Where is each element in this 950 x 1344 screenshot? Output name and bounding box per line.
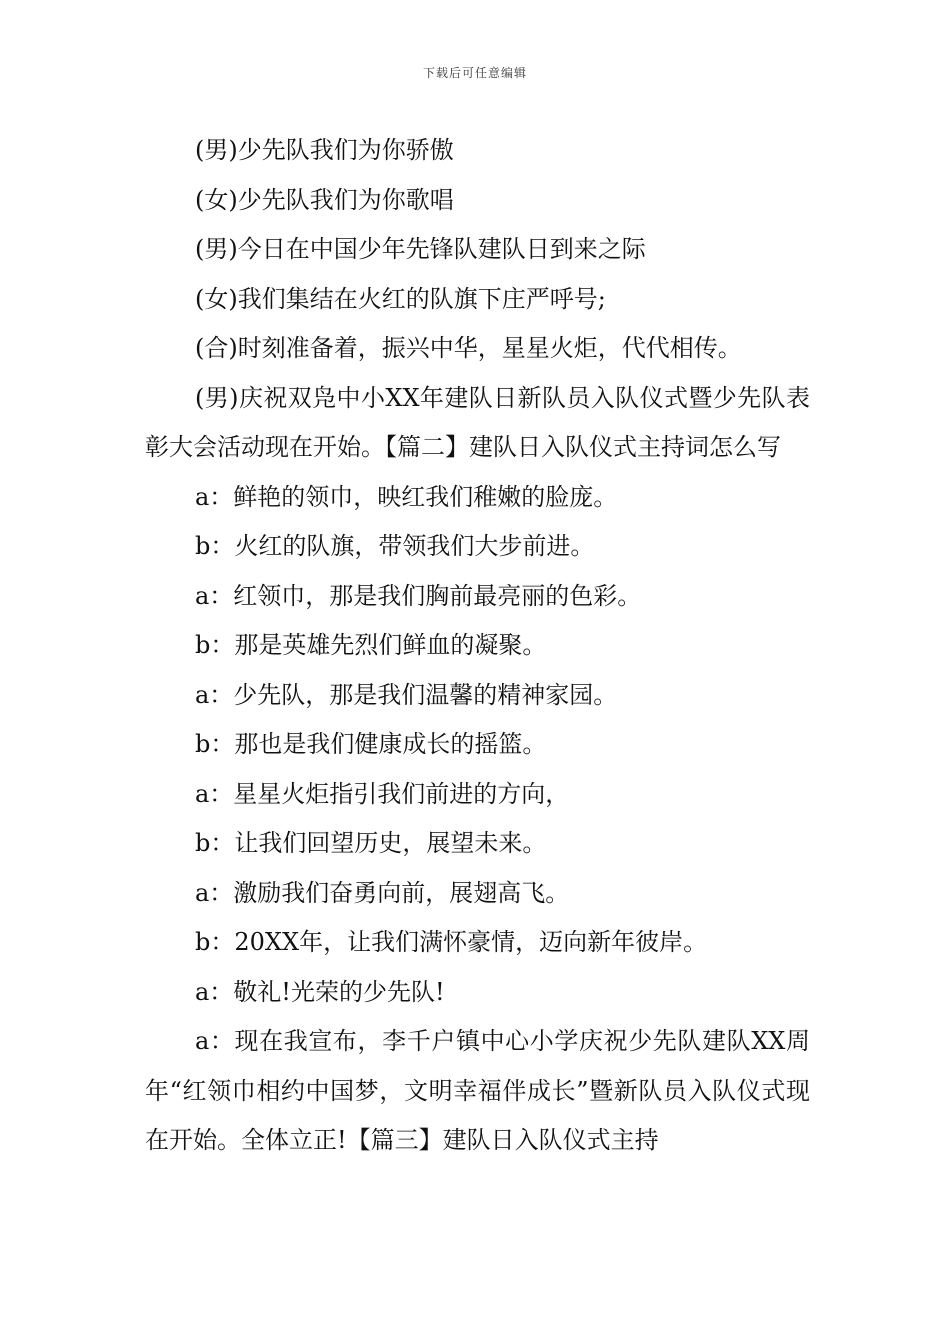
paragraph: b：让我们回望历史，展望未来。	[195, 829, 547, 857]
paragraph: a：红领巾，那是我们胸前最亮丽的色彩。	[195, 581, 642, 610]
paragraph: a：激励我们奋勇向前，展翅高飞。	[195, 878, 570, 907]
paragraph: (男)今日在中国少年先锋队建队日到来之际	[195, 235, 646, 263]
paragraph: (男)庆祝双凫中小XX年建队日新队员入队仪式暨少先队表彰大会活动现在开始。【篇二】建队日入队仪式主持词怎么写	[145, 383, 810, 461]
paragraph: (女)我们集结在火红的队旗下庄严呼号;	[195, 284, 606, 313]
paragraph: (男)少先队我们为你骄傲	[195, 136, 454, 164]
paragraph: (合)时刻准备着，振兴中华，星星火炬，代代相传。	[195, 334, 742, 362]
paragraph: a：现在我宣布，李千户镇中心小学庆祝少先队建队XX周年“红领巾相约中国梦，文明幸福伴成长”暨新队员入队仪式现在开始。全体立正!【篇三】建队日入队仪式主持	[145, 1027, 810, 1154]
paragraph: a：鲜艳的领巾，映红我们稚嫩的脸庞。	[195, 482, 618, 511]
paragraph: b：火红的队旗，带领我们大步前进。	[195, 532, 595, 560]
paragraph: b：那也是我们健康成长的摇篮。	[195, 730, 547, 758]
paragraph: b：那是英雄先烈们鲜血的凝聚。	[195, 631, 547, 659]
paragraph: b：20XX年，让我们满怀豪情，迈向新年彼岸。	[195, 928, 708, 956]
paragraph: a：少先队，那是我们温馨的精神家园。	[195, 680, 618, 709]
paragraph: a：敬礼!光荣的少先队!	[195, 977, 445, 1006]
paragraph: (女)少先队我们为你歌唱	[195, 185, 454, 214]
paragraph: a：星星火炬指引我们前进的方向，	[195, 779, 570, 808]
page-header: 下载后可任意编辑	[422, 66, 527, 80]
document-body	[145, 126, 810, 1166]
